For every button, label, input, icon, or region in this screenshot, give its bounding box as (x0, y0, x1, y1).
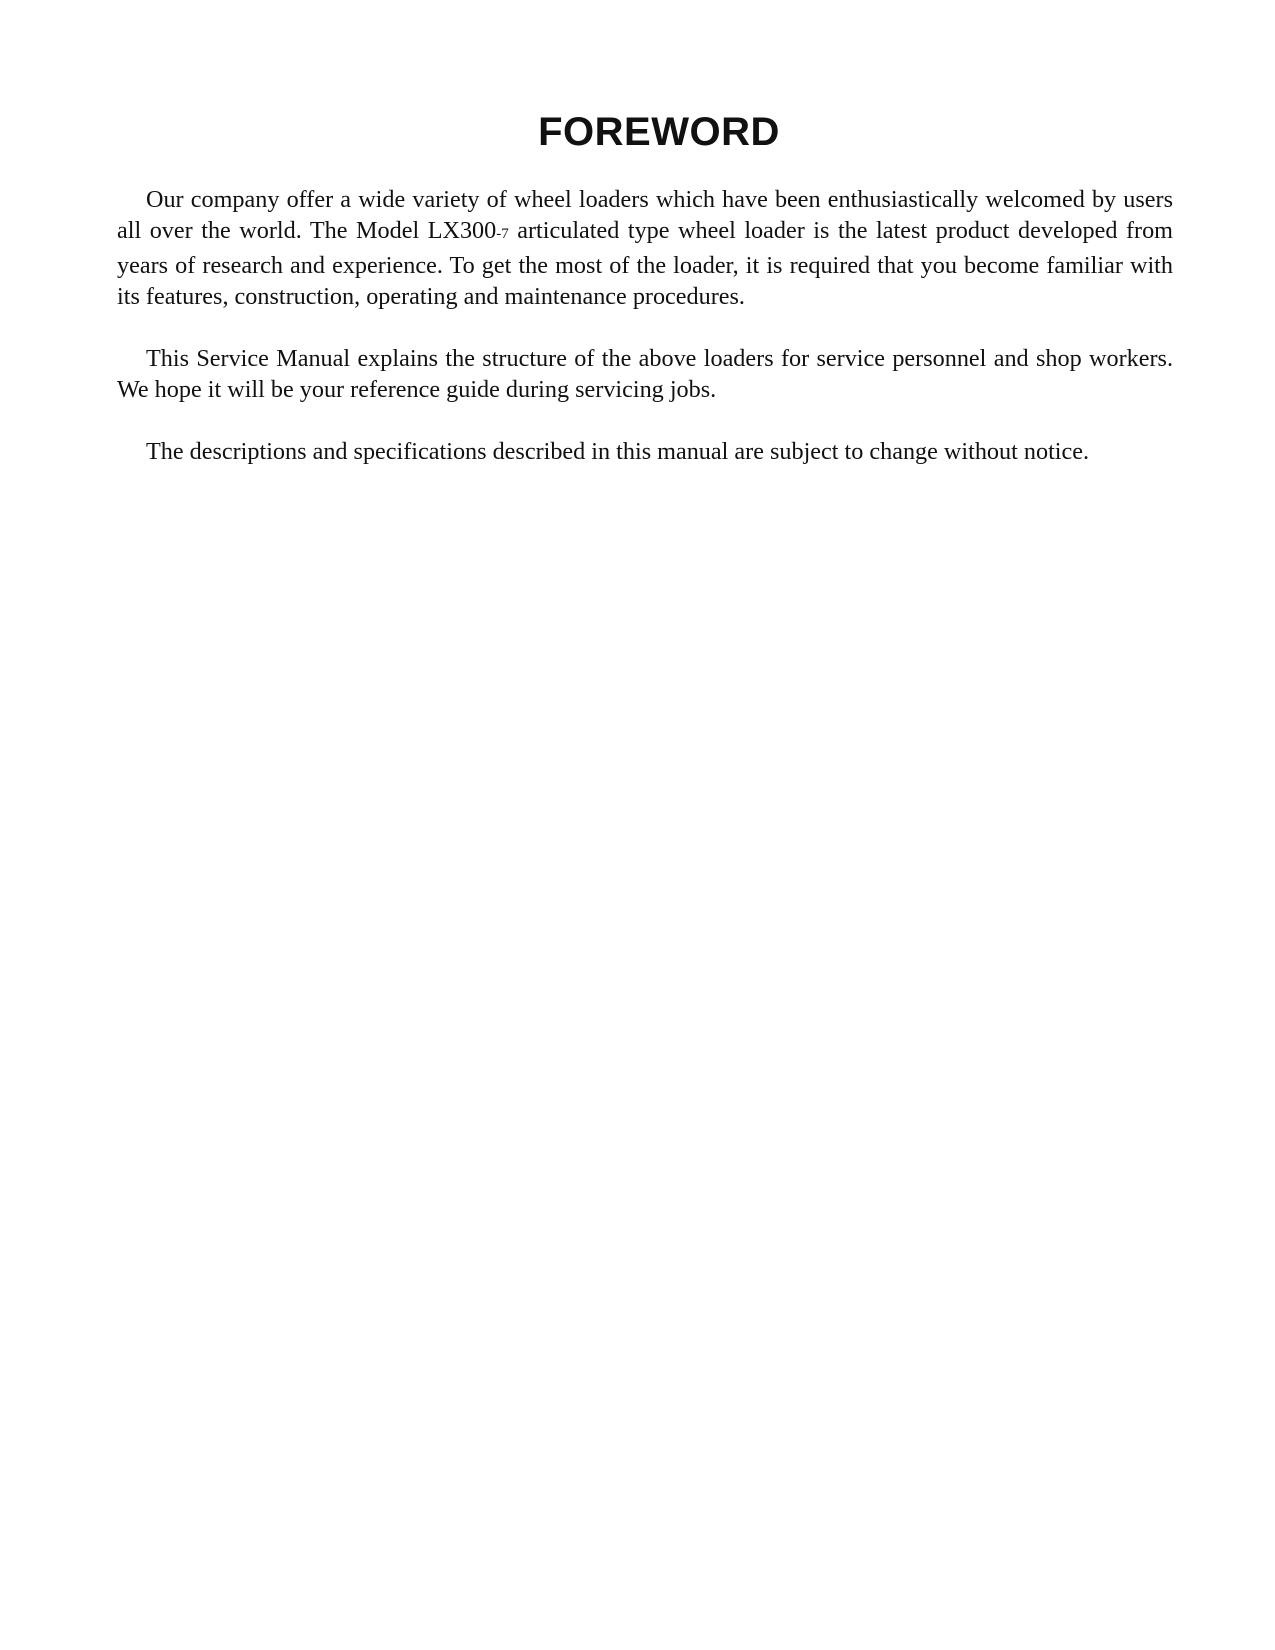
paragraph-1-text-end: articulated type wheel loader is the latest product developed from years of research and experience. To get the most of the loader, it is required that you become familiar with its features, construction, operating and maintenance procedures. (117, 217, 1173, 310)
foreword-paragraph-1 (117, 184, 1173, 312)
foreword-paragraph-3: The descriptions and specifications described in this manual are subject to change without notice. (146, 438, 1090, 465)
foreword-paragraph-2: This Service Manual explains the structure of the above loaders for service personnel and shop workers. We hope it will be your reference guide during servicing jobs. (117, 345, 1173, 403)
model-suffix: -7 (496, 226, 509, 242)
paragraph-1-text-start: Our company offer a wide variety of wheel loaders which have been enthusiastically welcomed by users all over the world. The Model LX300 (117, 186, 1173, 244)
page-title: FOREWORD (538, 110, 780, 154)
document-page (117, 108, 1173, 498)
